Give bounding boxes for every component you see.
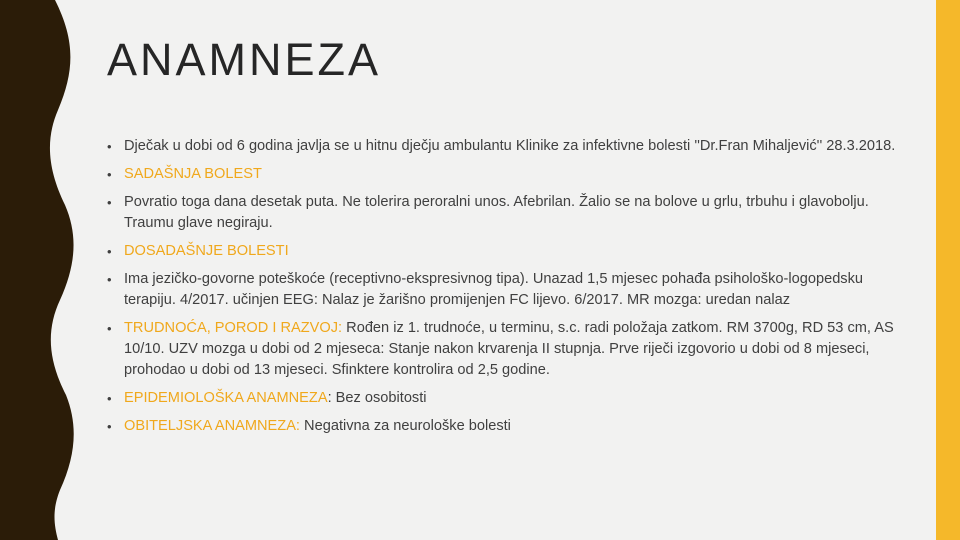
list-item: [106, 164, 896, 185]
list-item: [106, 269, 896, 311]
list-item: [106, 416, 896, 437]
left-wavy-band: [0, 0, 80, 540]
section-label-family-history: OBITELJSKA ANAMNEZA:: [124, 418, 300, 434]
item-text: Rođen iz 1. trudnoće, u terminu, s.c. radi položaja zatkom. RM 3700g, RD 53 cm, AS 10/10. UZV mozga u dobi od 2 mjeseca: Stanje nakon krvarenja II stupnja. Prve riječi izgovorio u dobi od 8 mjeseci, prohodao u dobi od 13 mjeseci. Sfinktere kontrolira od 2,5 godine.: [124, 320, 894, 378]
item-text: Ima jezičko-govorne poteškoće (receptivno-ekspresivnog tipa). Unazad 1,5 mjesec pohađa psihološko-logopedsku terapiju. 4/2017. učinjen EEG: Nalaz je žarišno promijenjen FC lijevo. 6/2017. MR mozga: uredan nalaz: [124, 271, 864, 308]
section-label-epidemiological-history: EPIDEMIOLOŠKA ANAMNEZA: [124, 390, 328, 406]
list-item: [106, 136, 896, 157]
list-item: [106, 241, 896, 262]
item-text: Povratio toga dana desetak puta. Ne tolerira peroralni unos. Afebrilan. Žalio se na bolove u grlu, trbuhu i glavobolju. Traumu glave negiraju.: [124, 194, 869, 231]
item-text: Dječak u dobi od 6 godina javlja se u hitnu dječju ambulantu Klinike za infektivne bolesti ''Dr.Fran Mihaljević'' 28.3.2018.: [124, 138, 896, 154]
item-text: : Bez osobitosti: [327, 390, 427, 406]
anamnesis-list: [106, 136, 896, 444]
list-item: [106, 318, 896, 381]
section-label-current-illness: SADAŠNJA BOLEST: [124, 166, 262, 182]
list-item: [106, 388, 896, 409]
item-text: Negativna za neurološke bolesti: [300, 418, 511, 434]
slide-title: ANAMNEZA: [107, 34, 382, 85]
section-label-pregnancy-birth-development: TRUDNOĆA, POROD I RAZVOJ:: [124, 320, 343, 336]
section-label-previous-illnesses: DOSADAŠNJE BOLESTI: [124, 243, 289, 259]
right-accent-band: [936, 0, 960, 540]
list-item: [106, 192, 896, 234]
